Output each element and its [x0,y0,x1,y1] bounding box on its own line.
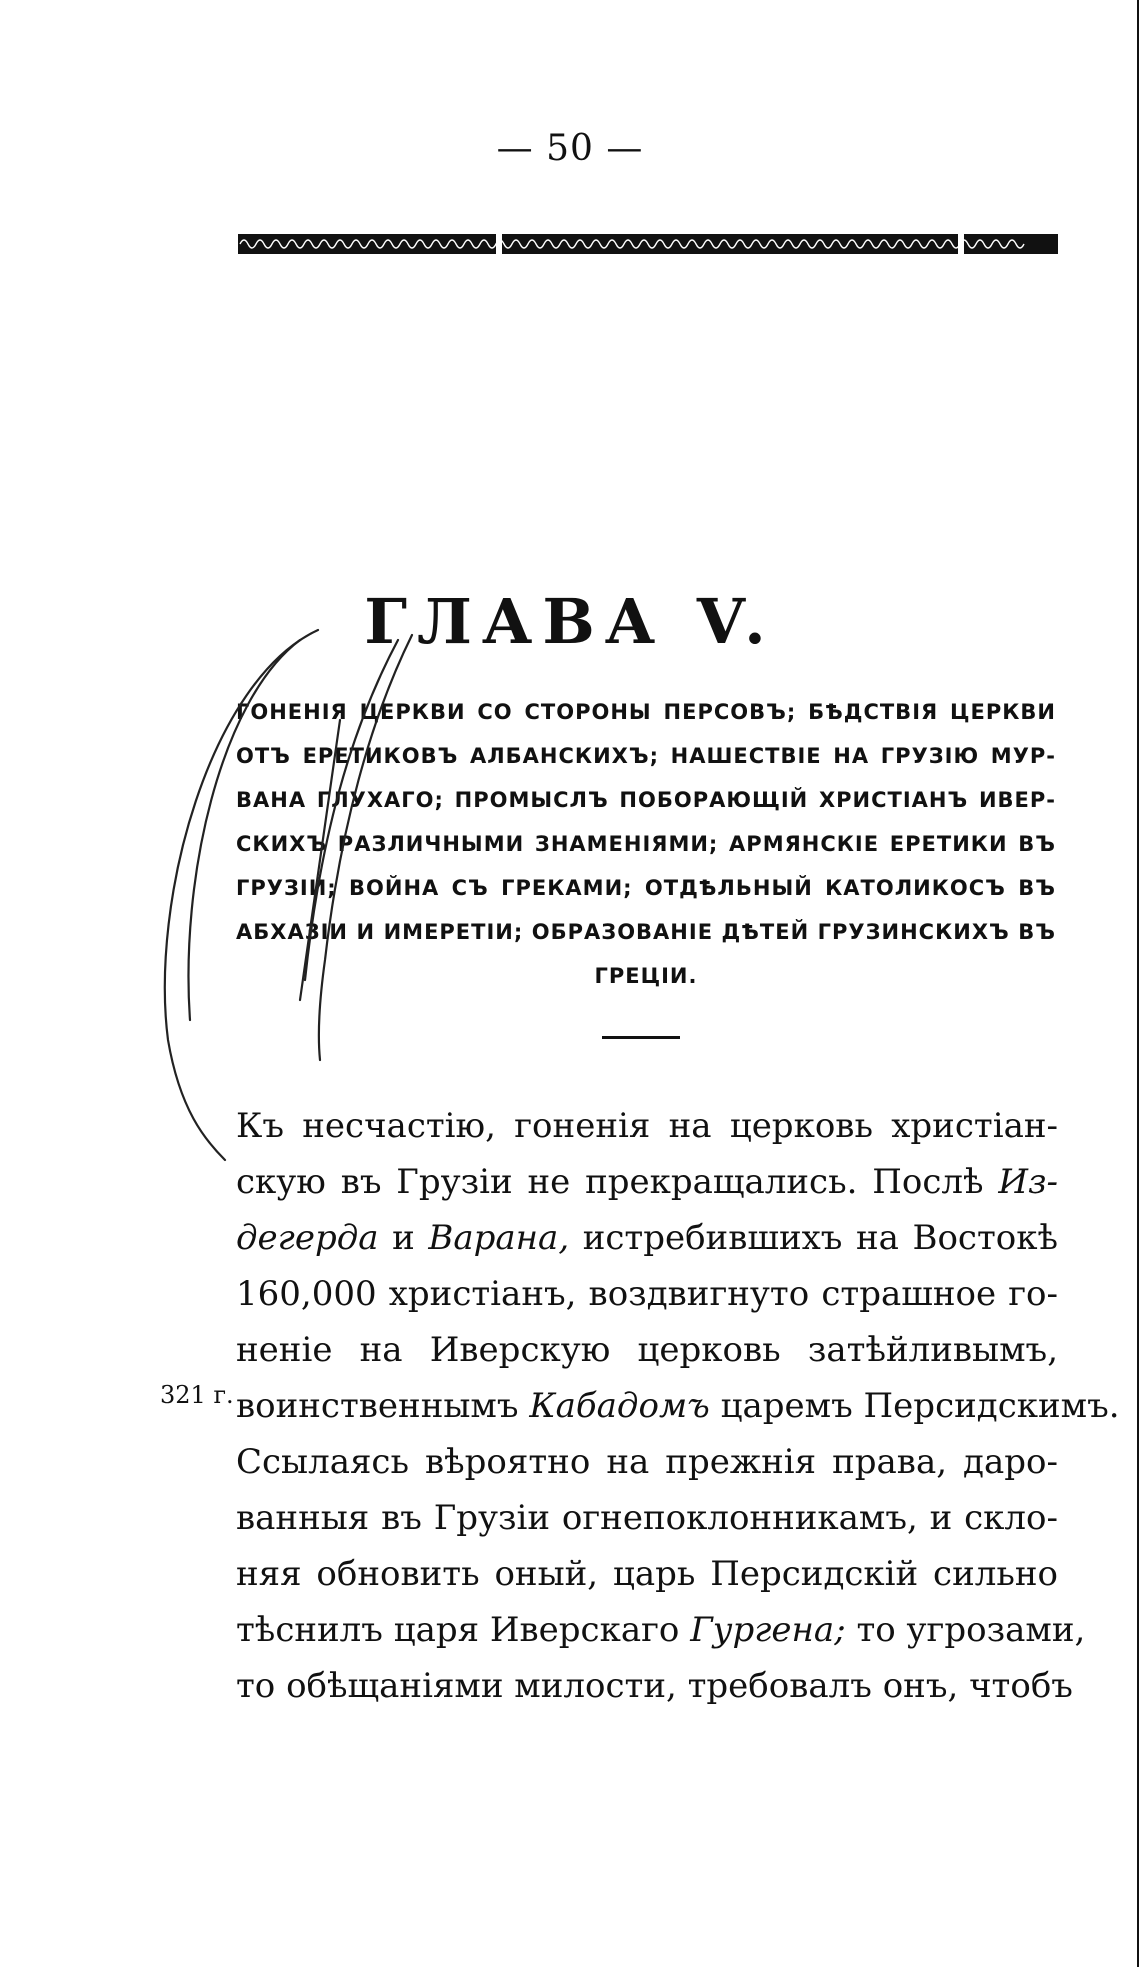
italic-name: дегерда [236,1218,379,1258]
text-fragment: воинственнымъ [236,1386,519,1426]
text-line [236,1378,1120,1434]
summary-line: ОТЪ ЕРЕТИКОВЪ АЛБАНСКИХЪ; НАШЕСТВІЕ НА ГРУЗІЮ МУР- [236,744,1056,768]
text-fragment: скую въ Грузіи не прекращались. Послѣ [236,1162,984,1202]
text-fragment: истребившихъ на Востокѣ [582,1218,1059,1258]
summary-line: ГРУЗІИ; ВОЙНА СЪ ГРЕКАМИ; ОТДѢЛЬНЫЙ КАТОЛИКОСЪ ВЪ [236,876,1056,900]
italic-name: Варана, [428,1218,570,1258]
body-text [236,1098,1120,1714]
text-line: 160,000 христіанъ, воздвигнуто страшное го- [236,1274,1058,1314]
page-number: — 50 — [496,128,644,169]
italic-name: Гургена; [690,1610,846,1650]
summary-line: ГРЕЦІИ. [594,964,698,988]
text-line [236,1210,1058,1266]
summary-line: ГОНЕНІЯ ЦЕРКВИ СО СТОРОНЫ ПЕРСОВЪ; БѢДСТВІЯ ЦЕРКВИ [236,700,1056,724]
text-fragment: тѣснилъ царя Иверскаго [236,1610,680,1650]
text-line: Къ несчастію, гоненія на церковь христіан- [236,1106,1058,1146]
text-line: то обѣщаніями милости, требовалъ онъ, чтобъ [236,1666,1073,1706]
summary-line: ВАНА ГЛУХАГО; ПРОМЫСЛЪ ПОБОРАЮЩІЙ ХРИСТІАНЪ ИВЕР- [236,788,1056,812]
summary-line: СКИХЪ РАЗЛИЧНЫМИ ЗНАМЕНІЯМИ; АРМЯНСКІЕ ЕРЕТИКИ ВЪ [236,832,1056,856]
text-line [236,1154,1058,1210]
chapter-title: ГЛАВА V. [364,585,776,658]
text-line: ванныя въ Грузіи огнепоклонникамъ, и скло- [236,1498,1058,1538]
chapter-summary [236,690,1056,998]
text-fragment: и [392,1218,415,1258]
margin-date-note: 321 г. [160,1381,234,1409]
section-divider [602,1036,680,1039]
text-fragment: то угрозами, [856,1610,1086,1650]
italic-name: Кабадомъ [529,1386,710,1426]
ornamental-rule [238,233,1058,255]
text-line: Ссылаясь вѣроятно на прежнія права, даро- [236,1442,1058,1482]
page-edge [1136,0,1140,1967]
text-line: няя обновить оный, царь Персидскій сильно [236,1554,1058,1594]
summary-line: АБХАЗІИ И ИМЕРЕТІИ; ОБРАЗОВАНІЕ ДѢТЕЙ ГРУЗИНСКИХЪ ВЪ [236,920,1056,944]
italic-name: Из- [998,1162,1059,1202]
text-line: неніе на Иверскую церковь затѣйливымъ, [236,1330,1058,1370]
text-line [236,1602,1086,1658]
text-fragment: царемъ Персидскимъ. [720,1386,1120,1426]
